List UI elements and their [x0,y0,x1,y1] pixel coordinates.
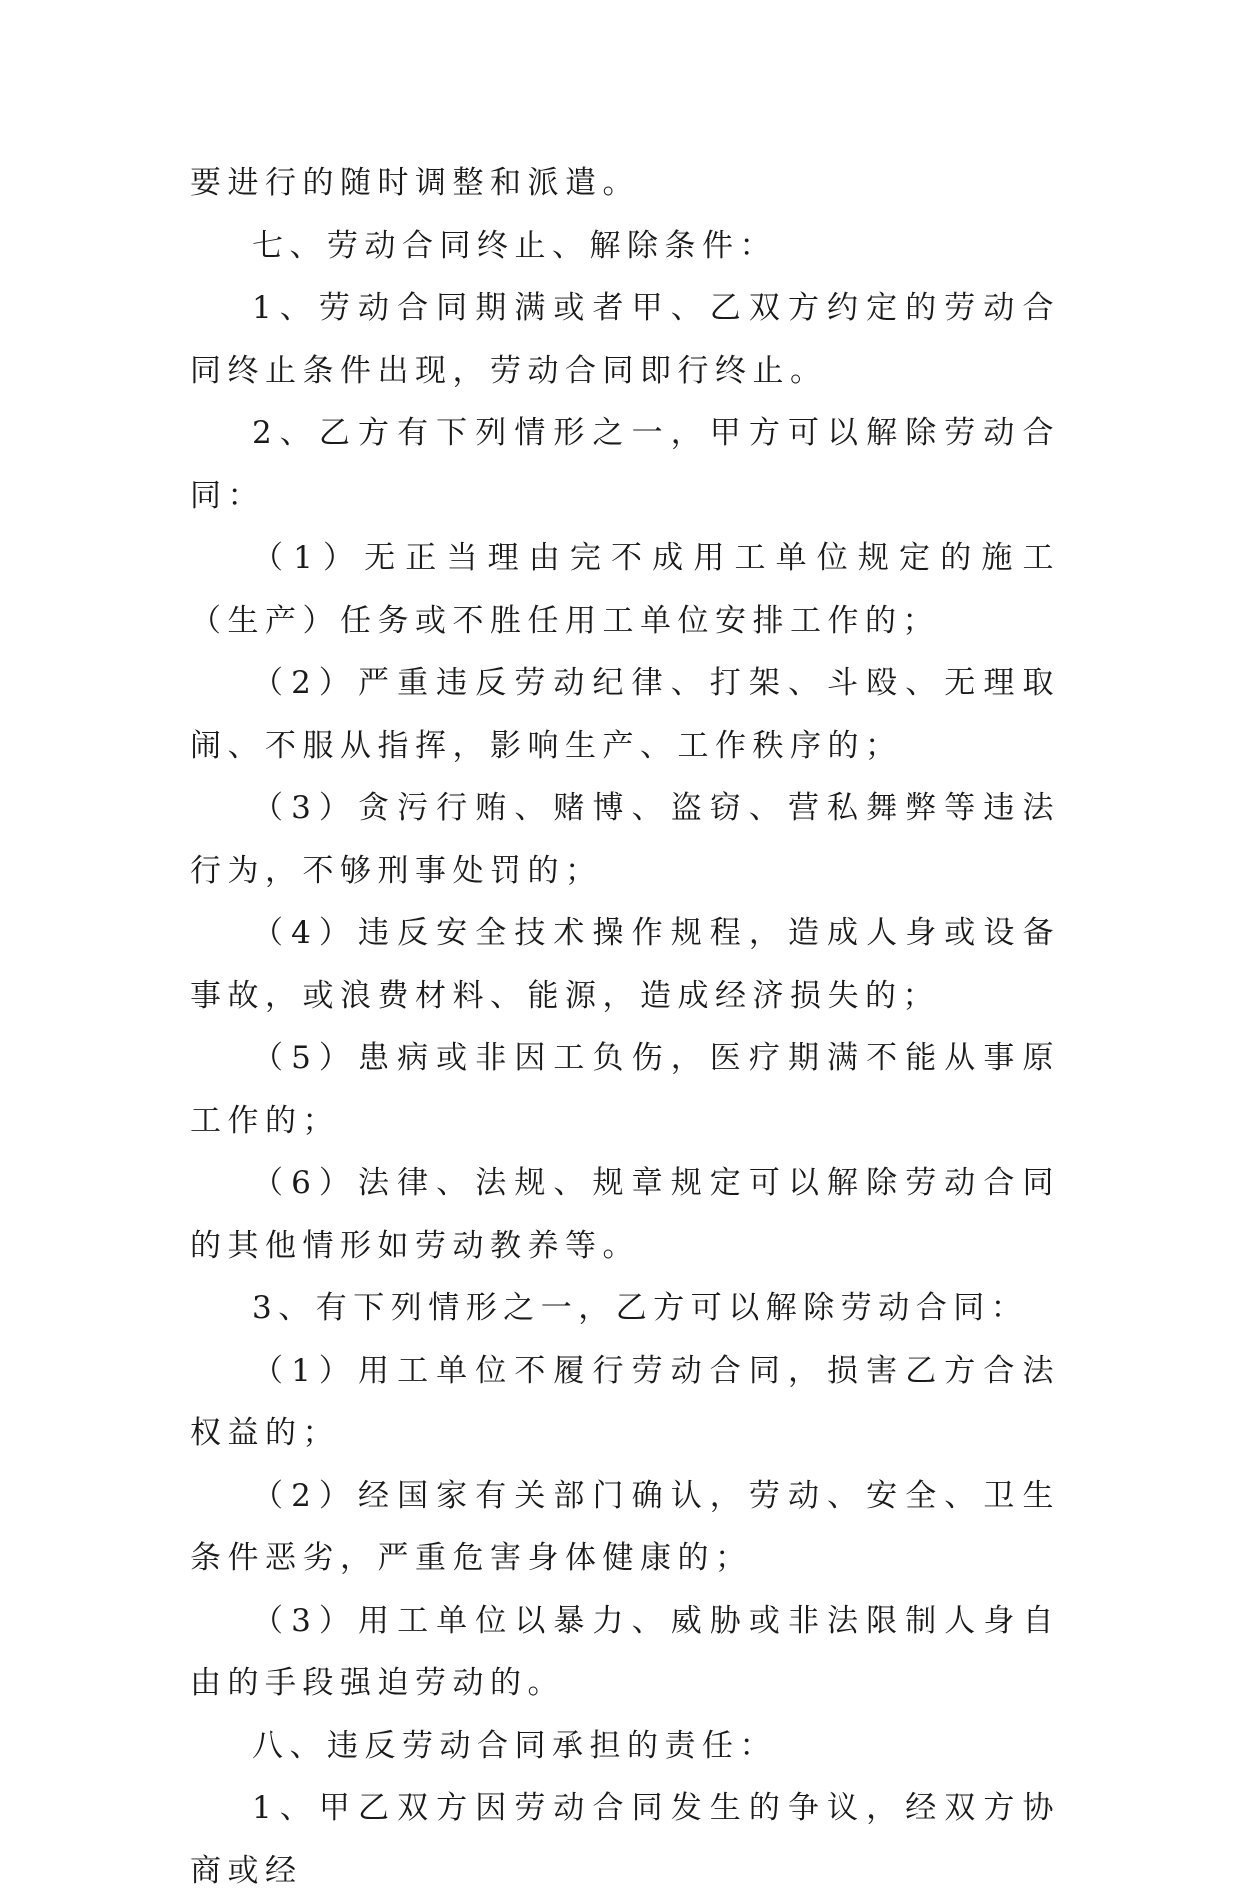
clause-3-item-2: （2）经国家有关部门确认，劳动、安全、卫生条件恶劣，严重危害身体健康的； [190,1477,1060,1576]
clause-2-item-5: （5）患病或非因工负伤，医疗期满不能从事原工作的； [190,1040,1060,1139]
clause-3-employee-termination: 3、有下列情形之一，乙方可以解除劳动合同： [252,1290,1029,1326]
clause-2-item-3: （3）贪污行贿、赌博、盗窃、营私舞弊等违法行为，不够刑事处罚的； [190,790,1060,889]
clause-2-item-2: （2）严重违反劳动纪律、打架、斗殴、无理取闹、不服从指挥，影响生产、工作秩序的； [190,665,1060,764]
clause-1-expiry: 1、劳动合同期满或者甲、乙双方约定的劳动合同终止条件出现，劳动合同即行终止。 [190,290,1060,389]
clause-2-employer-termination: 2、乙方有下列情形之一，甲方可以解除劳动合同： [190,415,1060,514]
liability-clause-1: 1、甲乙双方因劳动合同发生的争议，经双方协商或经 [190,1790,1060,1889]
paragraph-continuation: 要进行的随时调整和派遣。 [190,165,640,201]
clause-3-item-3: （3）用工单位以暴力、威胁或非法限制人身自由的手段强迫劳动的。 [190,1602,1060,1701]
clause-3-item-1: （1）用工单位不履行劳动合同，损害乙方合法权益的； [190,1352,1060,1451]
clause-2-item-6: （6）法律、法规、规章规定可以解除劳动合同的其他情形如劳动教养等。 [190,1165,1060,1264]
document-body [190,152,1060,1902]
clause-2-item-4: （4）违反安全技术操作规程，造成人身或设备事故，或浪费材料、能源，造成经济损失的； [190,915,1060,1014]
clause-2-item-1: （1）无正当理由完不成用工单位规定的施工（生产）任务或不胜任用工单位安排工作的； [190,540,1060,639]
section-heading-termination: 七、劳动合同终止、解除条件： [252,227,777,264]
section-heading-liability: 八、违反劳动合同承担的责任： [252,1727,777,1764]
